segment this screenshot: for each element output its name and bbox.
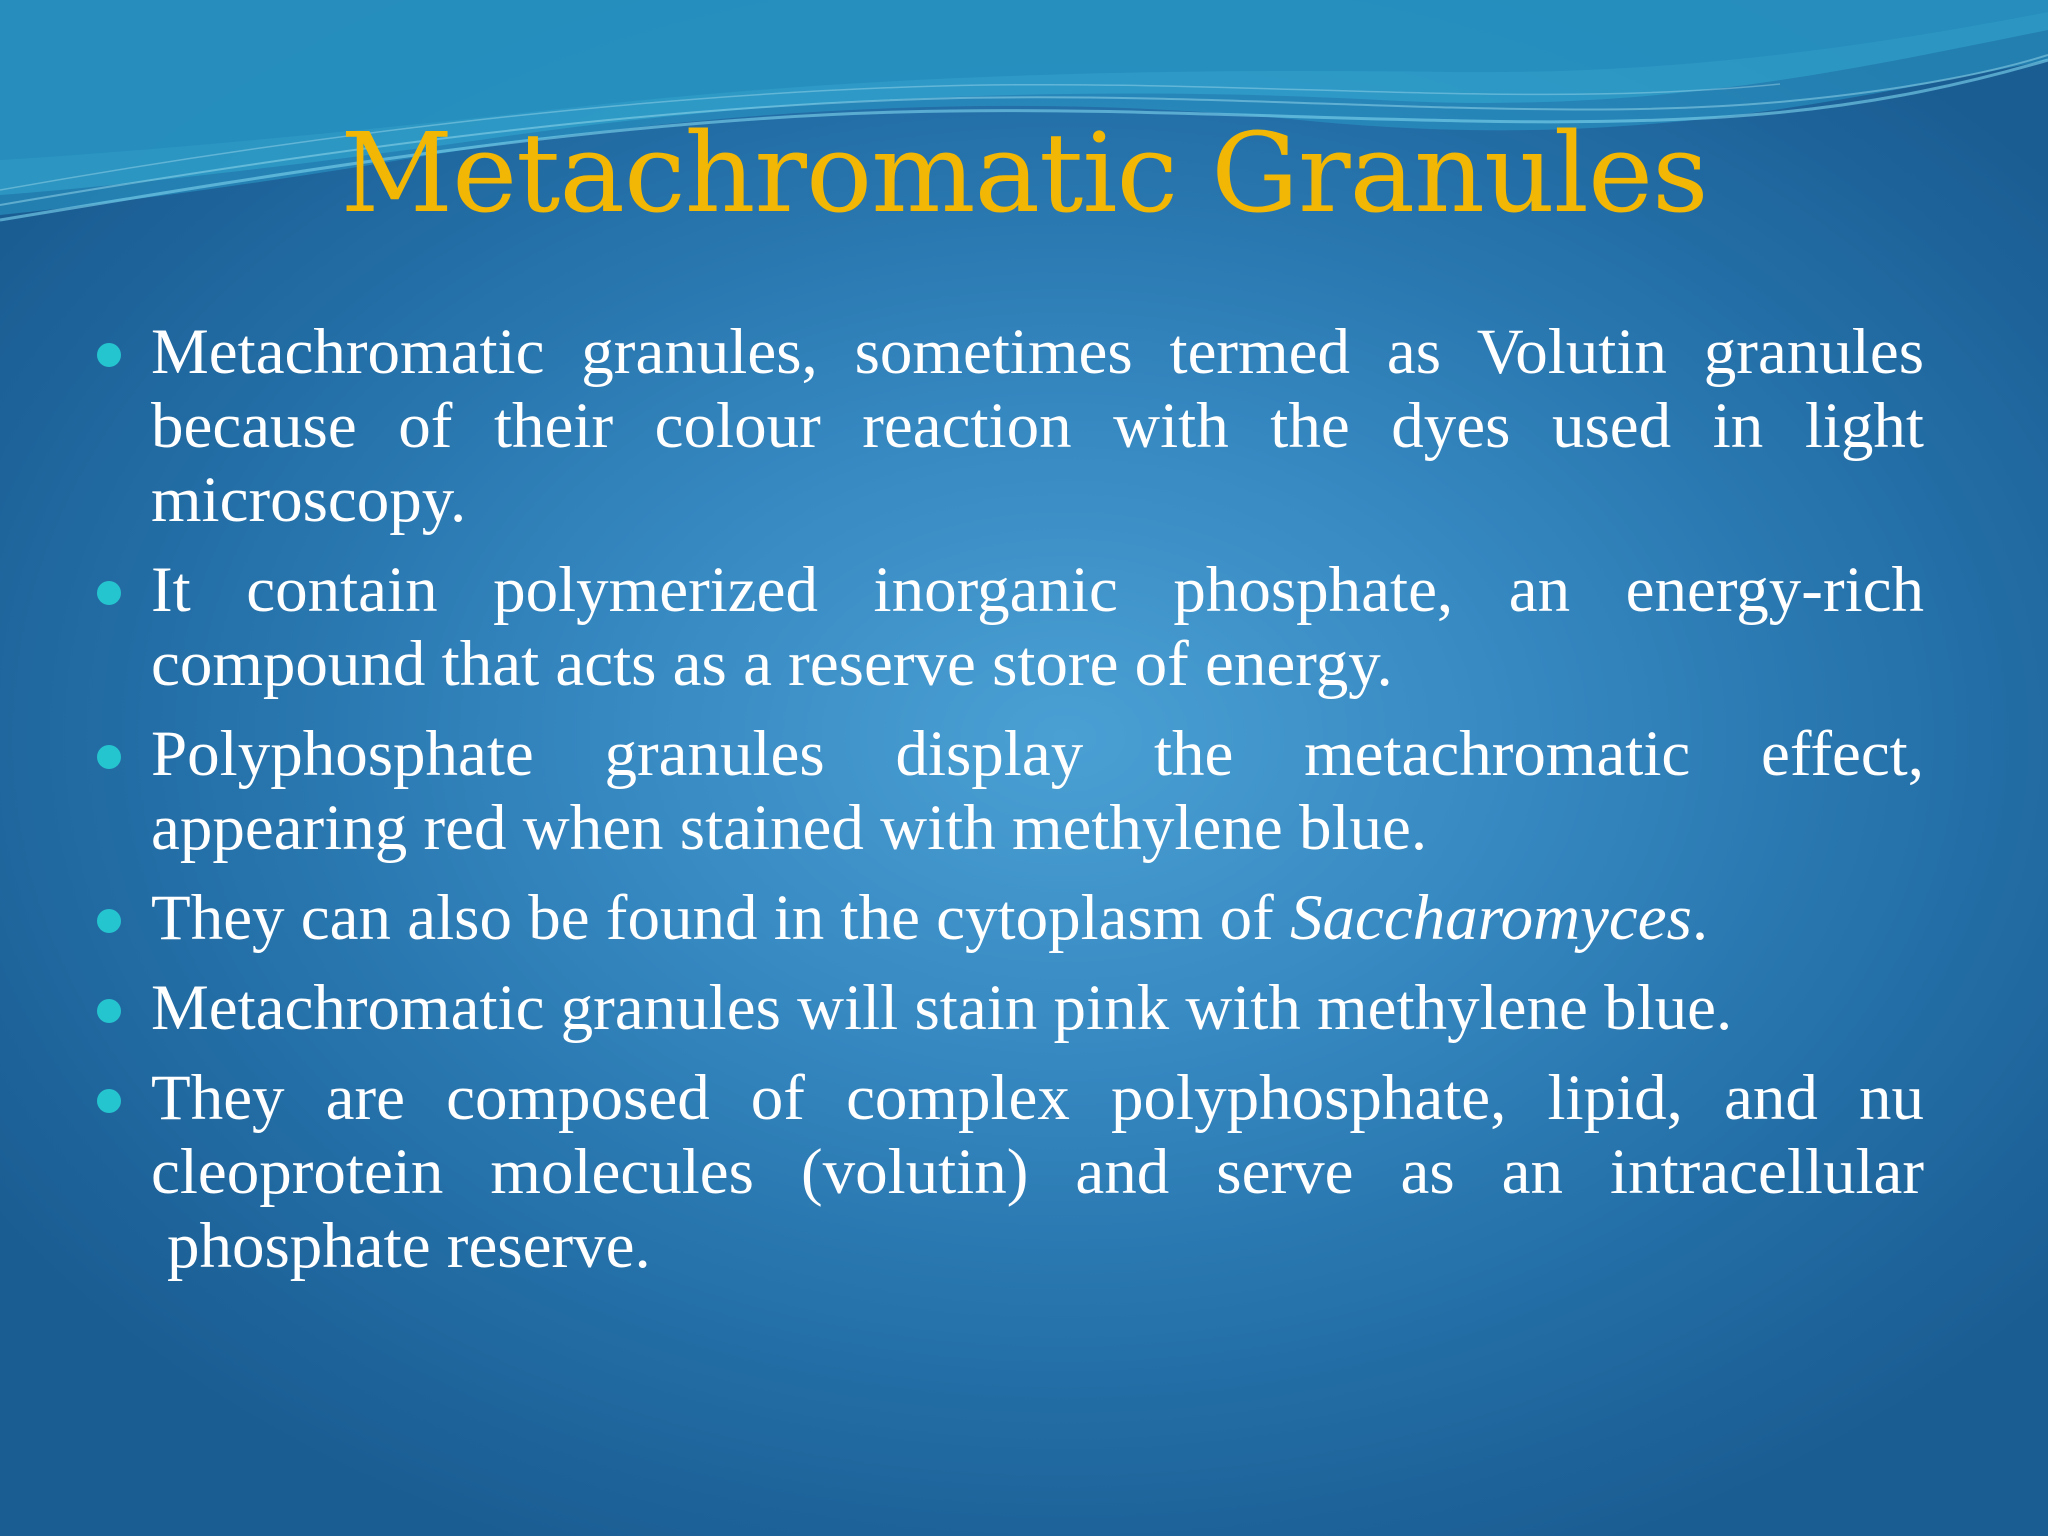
bullet-dot-icon <box>97 999 121 1023</box>
bullet-italic-text: Saccharomyces <box>1290 882 1692 954</box>
bullet-dot-icon <box>97 1089 121 1113</box>
bullet-item <box>151 315 1924 537</box>
bullet-line: phosphate reserve. <box>167 1210 651 1282</box>
bullet-line: cleoprotein molecules (volutin) and serve as an intracellular <box>151 1136 1924 1208</box>
bullet-text: Polyphosphate granules display the metachromatic effect, appearing red when stained with methylene blue. <box>151 718 1924 864</box>
bullet-dot-icon <box>97 909 121 933</box>
bullet-item <box>151 1061 1924 1283</box>
bullet-item <box>151 717 1924 865</box>
bullet-text: It contain polymerized inorganic phosphate, an energy-rich compound that acts as a reserve store of energy. <box>151 554 1924 700</box>
bullet-dot-icon <box>97 745 121 769</box>
bullet-list <box>0 315 2048 1299</box>
bullet-text: Metachromatic granules will stain pink with methylene blue. <box>151 972 1733 1044</box>
slide-title: Metachromatic Granules <box>340 109 1708 237</box>
bullet-item <box>151 971 1924 1045</box>
bullet-text-end: . <box>1691 882 1709 954</box>
bullet-line: They are composed of complex polyphosphate, lipid, and nu <box>151 1062 1924 1134</box>
bullet-dot-icon <box>97 581 121 605</box>
bullet-text: Metachromatic granules, sometimes termed as Volutin granules because of their colour reaction with the dyes used in light microscopy. <box>151 316 1924 536</box>
bullet-dot-icon <box>97 343 121 367</box>
bullet-item <box>151 881 1924 955</box>
bullet-text: They can also be found in the cytoplasm of <box>151 882 1290 954</box>
bullet-item <box>151 553 1924 701</box>
